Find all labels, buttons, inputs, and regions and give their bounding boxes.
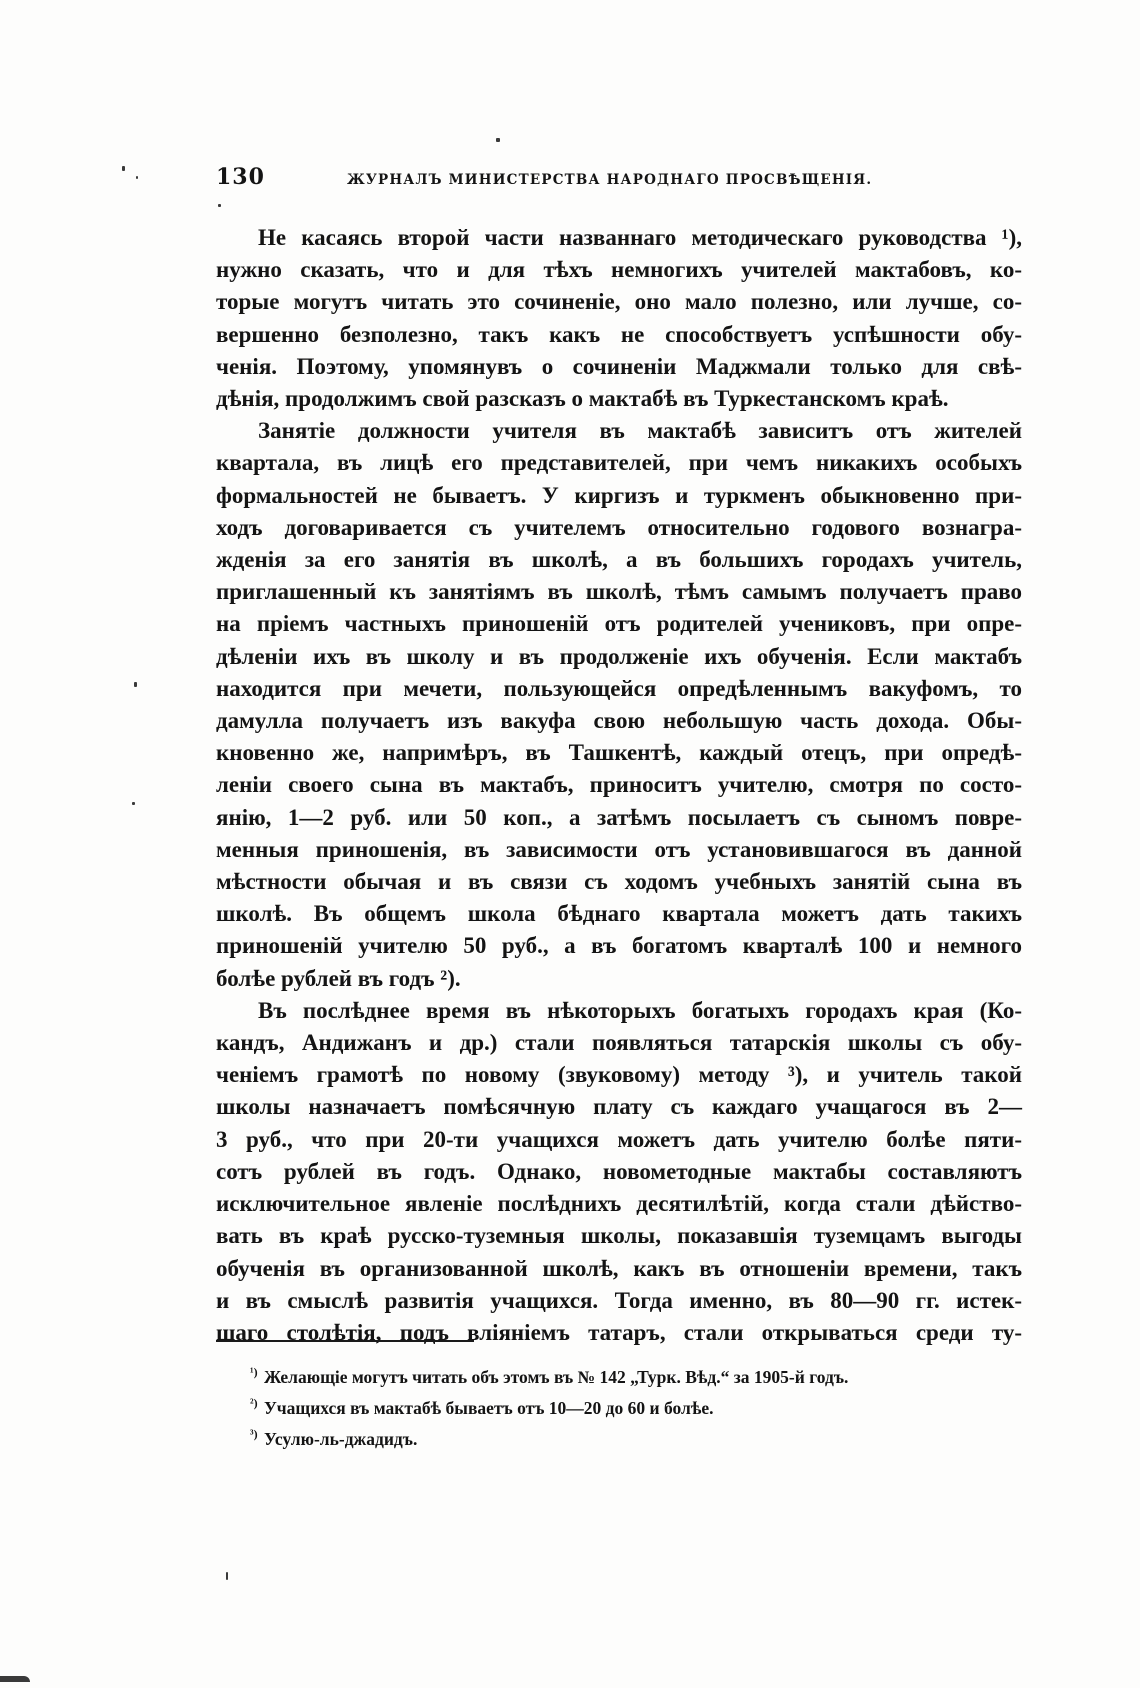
scan-speck bbox=[136, 176, 138, 179]
scan-speck bbox=[0, 1676, 30, 1682]
text-line: торые могутъ читать это сочиненіе, оно мало полезно, или лучше, со- bbox=[216, 289, 1022, 315]
text-line: ченіемъ грамотѣ по новому (звуковому) методу ³), и учитель такой bbox=[216, 1062, 1022, 1088]
scan-speck bbox=[226, 1572, 228, 1580]
text-line: школѣ. Въ общемъ школа бѣднаго квартала можетъ дать такихъ bbox=[216, 901, 1022, 927]
text-line: вать въ краѣ русско-туземныя школы, показавшія туземцамъ выгоды bbox=[216, 1223, 1022, 1249]
footnote-3 bbox=[250, 1424, 1022, 1455]
text-line: шаго столѣтія, подъ вліяніемъ татаръ, стали открываться среди ту- bbox=[216, 1319, 1022, 1345]
footnotes bbox=[250, 1362, 1022, 1455]
text-line: и въ смыслѣ развитія учащихся. Тогда именно, въ 80—90 гг. истек- bbox=[216, 1287, 1022, 1313]
text-line: 3 руб., что при 20-ти учащихся можетъ дать учителю болѣе пяти- bbox=[216, 1126, 1022, 1152]
footnote-text: Учащихся въ мактабѣ бываетъ отъ 10—20 до 60 и болѣе. bbox=[263, 1398, 714, 1418]
scan-speck bbox=[218, 204, 221, 207]
text-line: менныя приношенія, въ зависимости отъ установившагося въ данной bbox=[216, 836, 1022, 862]
text-line: кандъ, Андижанъ и др.) стали появляться татарскія школы съ обу- bbox=[216, 1030, 1022, 1056]
text-line: находится при мечети, пользующейся опредѣленнымъ вакуфомъ, то bbox=[216, 675, 1022, 701]
text-line: сотъ рублей въ годъ. Однако, новометодные мактабы составляютъ bbox=[216, 1158, 1022, 1184]
text-line: ченія. Поэтому, упомянувъ о сочиненіи Маджмали только для свѣ- bbox=[216, 353, 1022, 379]
paragraph-1 bbox=[216, 222, 1022, 415]
scan-speck bbox=[134, 682, 137, 687]
journal-title: ЖУРНАЛЪ МИНИСТЕРСТВА НАРОДНАГО ПРОСВѢЩЕНІЯ. bbox=[346, 172, 873, 188]
text-line: Занятіе должности учителя въ мактабѣ зависитъ отъ жителей bbox=[258, 418, 1022, 444]
running-head bbox=[216, 164, 896, 196]
text-line: дѣнія, продолжимъ свой разсказъ о мактабѣ въ Туркестанскомъ краѣ. bbox=[216, 386, 949, 412]
text-line: квартала, въ лицѣ его представителей, при чемъ никакихъ особыхъ bbox=[216, 450, 1022, 476]
footnote-1 bbox=[250, 1362, 1022, 1393]
text-line: мѣстности обычая и въ связи съ ходомъ учебныхъ занятій сына въ bbox=[216, 869, 1022, 895]
scan-speck bbox=[132, 802, 135, 805]
footnote-marker: ³) bbox=[250, 1427, 258, 1442]
text-line: кновенно же, напримѣръ, въ Ташкентѣ, каждый отецъ, при опредѣ- bbox=[216, 740, 1022, 766]
text-line: леніи своего сына въ мактабъ, приноситъ учителю, смотря по состо- bbox=[216, 772, 1022, 798]
footnote-text: Желающіе могутъ читать объ этомъ въ № 142 „Турк. Вѣд.“ за 1905-й годъ. bbox=[263, 1367, 849, 1387]
text-line: вершенно безполезно, такъ какъ не способствуетъ успѣшности обу- bbox=[216, 321, 1022, 347]
text-line: приношеній учителю 50 руб., а въ богатомъ кварталѣ 100 и немного bbox=[216, 933, 1022, 959]
text-line: нужно сказать, что и для тѣхъ немногихъ учителей мактабовъ, ко- bbox=[216, 257, 1022, 283]
text-line: приглашенный къ занятіямъ въ школѣ, тѣмъ самымъ получаетъ право bbox=[216, 579, 1022, 605]
body-text bbox=[216, 222, 1022, 1349]
text-line: формальностей не бываетъ. У киргизъ и туркменъ обыкновенно при- bbox=[216, 482, 1022, 508]
text-line: на пріемъ частныхъ приношеній отъ родителей учениковъ, при опре- bbox=[216, 611, 1022, 637]
paragraph-2 bbox=[216, 415, 1022, 995]
text-line: ходъ договаривается съ учителемъ относительно годового вознагра- bbox=[216, 514, 1022, 540]
footnote-marker: ¹) bbox=[250, 1365, 258, 1380]
footnote-2 bbox=[250, 1393, 1022, 1424]
scan-speck bbox=[496, 138, 500, 142]
page-number: 130 bbox=[216, 164, 265, 190]
text-line: исключительное явленіе послѣднихъ десятилѣтій, когда стали дѣйство- bbox=[216, 1191, 1022, 1217]
footnote-marker: ²) bbox=[250, 1396, 258, 1411]
text-line: янію, 1—2 руб. или 50 коп., а затѣмъ посылаетъ съ сыномъ повре- bbox=[216, 804, 1022, 830]
footnote-divider bbox=[216, 1340, 474, 1342]
paragraph-3 bbox=[216, 995, 1022, 1349]
footnote-text: Усулю-ль-джадидъ. bbox=[263, 1429, 418, 1449]
text-line: Въ послѣднее время въ нѣкоторыхъ богатыхъ городахъ края (Ко- bbox=[258, 997, 1022, 1023]
text-line: жденія за его занятія въ школѣ, а въ большихъ городахъ учитель, bbox=[216, 547, 1022, 573]
scan-speck bbox=[122, 166, 125, 171]
text-line: болѣе рублей въ годъ ²). bbox=[216, 965, 461, 991]
text-line: Не касаясь второй части названнаго методическаго руководства ¹), bbox=[258, 225, 1022, 250]
text-line: школы назначаетъ помѣсячную плату съ каждаго учащагося въ 2— bbox=[216, 1094, 1022, 1120]
text-line: обученія въ организованной школѣ, какъ въ отношеніи времени, такъ bbox=[216, 1255, 1022, 1281]
text-line: дамулла получаетъ изъ вакуфа свою небольшую часть дохода. Обы- bbox=[216, 708, 1022, 734]
text-line: дѣленіи ихъ въ школу и въ продолженіе ихъ обученія. Если мактабъ bbox=[216, 643, 1022, 669]
